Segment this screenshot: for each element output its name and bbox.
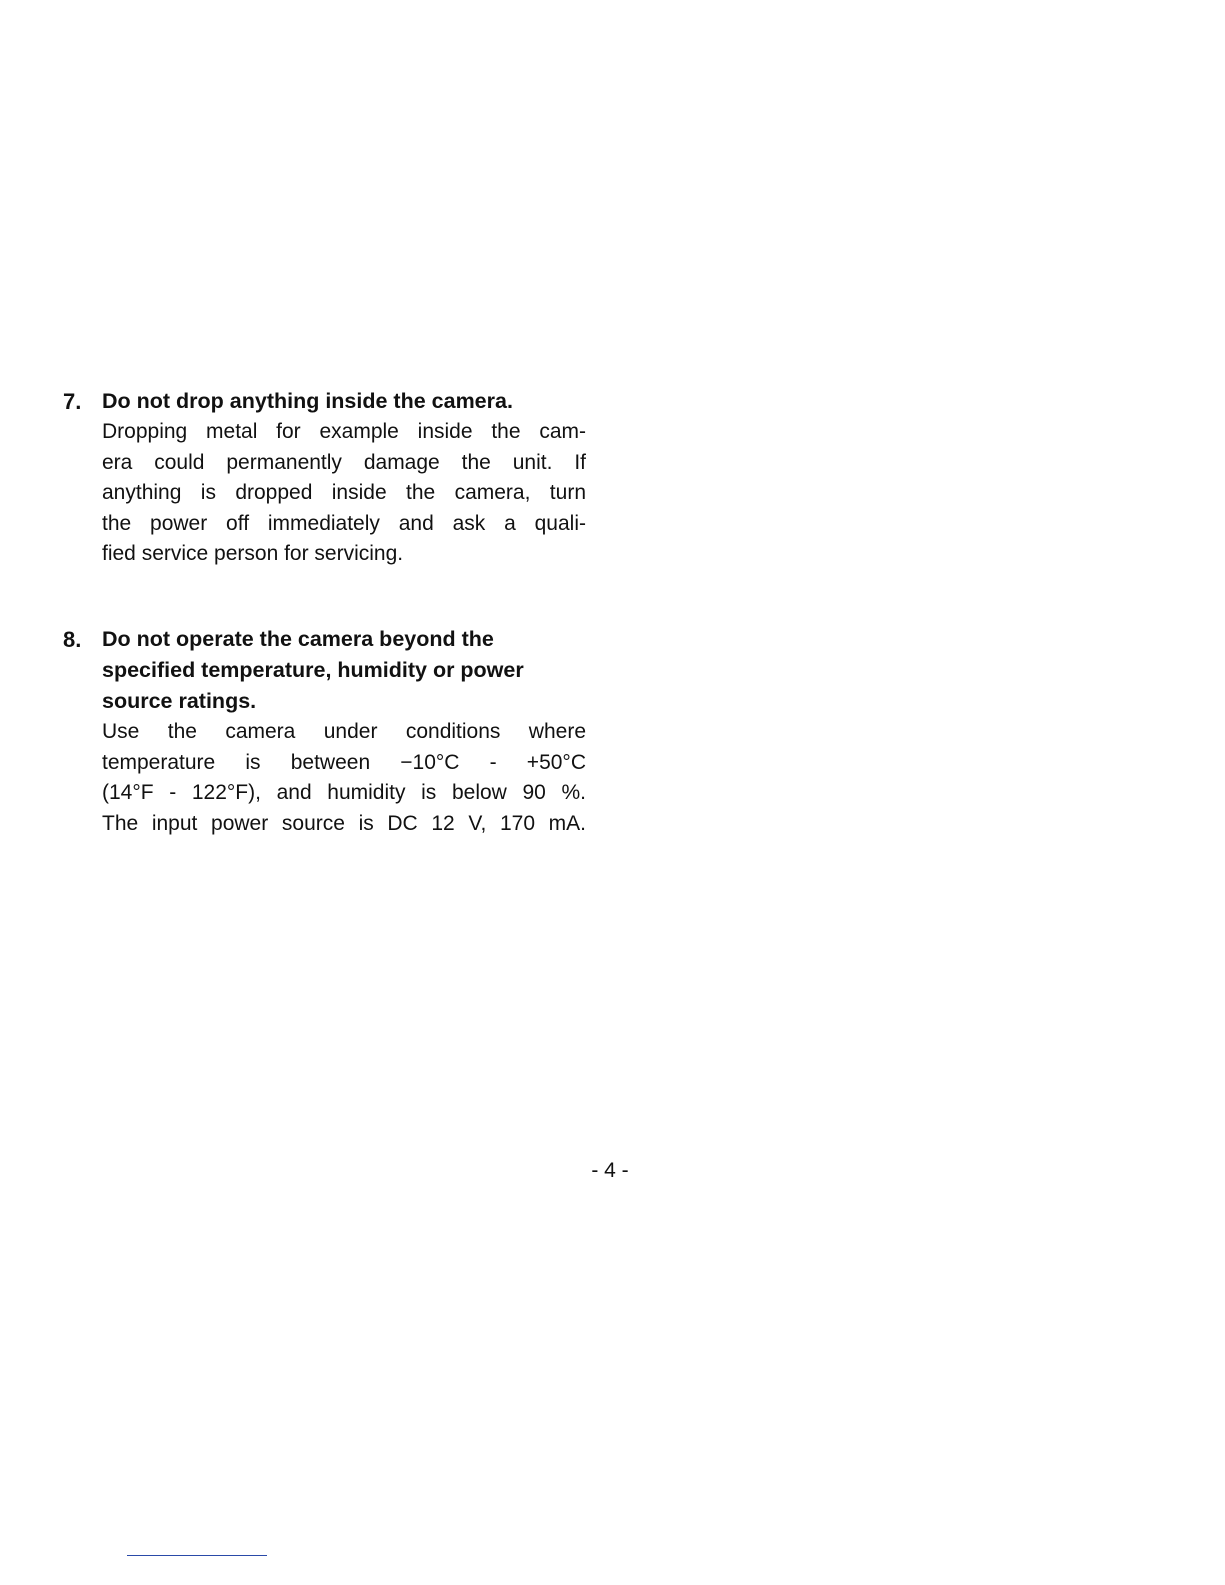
item-body-line: temperature is between −10°C - +50°C (102, 750, 586, 774)
item-heading: source ratings. (102, 689, 257, 713)
item-number: 8. (63, 627, 82, 652)
item-body-line: fied service person for servicing. (102, 542, 404, 565)
item-body-line: the power off immediately and ask a quali- (102, 511, 586, 535)
item-heading: specified temperature, humidity or power (102, 658, 524, 682)
page-number: - 4 - (591, 1159, 629, 1182)
item-body-line: Dropping metal for example inside the cam- (102, 420, 586, 443)
item-content (102, 624, 586, 839)
item-number: 7. (63, 389, 82, 414)
item-heading: Do not drop anything inside the camera. (102, 389, 513, 413)
item-body-line: The input power source is DC 12 V, 170 mA. (102, 811, 586, 835)
item-body-line: (14°F - 122°F), and humidity is below 90 %. (102, 781, 586, 804)
item-body-line: anything is dropped inside the camera, turn (102, 481, 586, 504)
item-heading: Do not operate the camera beyond the (102, 627, 494, 651)
precaution-item-7 (60, 386, 600, 570)
item-content (102, 386, 586, 570)
precaution-item-8 (60, 624, 600, 839)
bottom-rule (127, 1555, 267, 1556)
item-body-line: Use the camera under conditions where (102, 720, 586, 743)
item-body-line: era could permanently damage the unit. If (102, 450, 586, 474)
